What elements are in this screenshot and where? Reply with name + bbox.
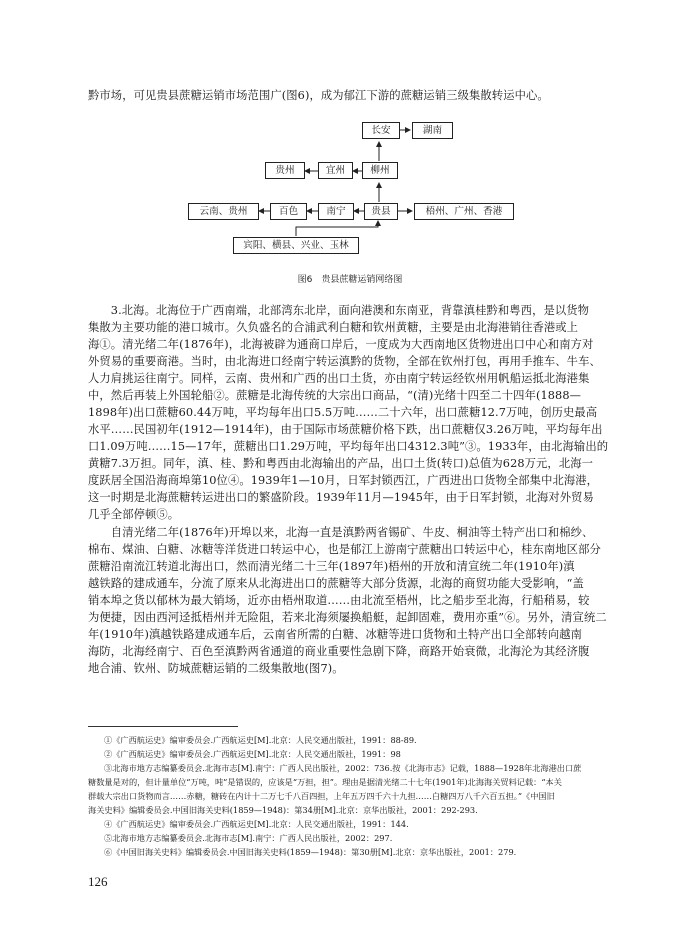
footnote: ⑤北海市地方志编纂委员会.北海市志[M].南宁：广西人民出版社，2002：297.	[104, 833, 393, 843]
node-yizhou: 宜州	[318, 162, 353, 179]
footnote: ②《广西航运史》编审委员会.广西航运史[M].北京：人民交通出版社，1991：98	[104, 749, 401, 759]
page-number: 126	[88, 874, 108, 889]
body-line: 自清光绪二年(1876年)开埠以来，北海一直是滇黔两省锡矿、牛皮、桐油等土特产出口和棉纱、	[88, 526, 594, 539]
body-line: 几乎全部停顿⑤。	[88, 508, 180, 521]
node-baise: 百色	[270, 203, 307, 220]
body-line: 这一时期是北海蔗糖转运进出口的繁盛阶段。1939年11月—1945年，由于日军封锁，北海对外贸易	[88, 491, 594, 504]
body-line: 人力肩挑运往南宁。同样，云南、贵州和广西的出口土货，亦由南宁转运经钦州用帆船运抵北海港集	[88, 372, 590, 385]
node-guixian: 贵县	[364, 203, 398, 220]
body-line: 越铁路的建成通车，分流了原来从北海进出口的蔗糖等大部分货源，北海的商贸功能大受影响，“盖	[88, 577, 584, 590]
body-line: 棉布、煤油、白糖、冰糖等洋货进口转运中心，也是郁江上游南宁蔗糖出口转运中心，桂东南地区部分	[88, 543, 601, 556]
node-changan: 长安	[362, 122, 400, 139]
body-line: 中，然后再装上外国轮船②。蔗糖是北海传统的大宗出口商品，“(清)光绪十四至二十四年(1888—	[88, 389, 582, 402]
body-line: 外贸易的重要商港。当时，由北海进口经南宁转运滇黔的货物，全部在钦州打包，再用手推车、牛车、	[88, 355, 601, 368]
node-yunnan-guizhou: 云南、贵州	[188, 203, 259, 220]
footnote-separator	[88, 726, 238, 727]
figure-caption: 图6 贵县蔗糖运销网络图	[297, 275, 403, 285]
footnote: ④《广西航运史》编审委员会.广西航运史[M].北京：人民交通出版社，1991：144.	[104, 819, 409, 829]
body-line: 销本埠之货以郁林为最大销场，近亦由梧州取道……由北流至梧州，比之船步至北海，行船稍易，较	[88, 594, 590, 607]
footnote: ①《广西航运史》编审委员会.广西航运史[M].北京：人民交通出版社，1991：88-89.	[104, 735, 417, 745]
node-nanning: 南宁	[318, 203, 354, 220]
footnote-cont: 海关史料》编辑委员会.中国旧海关史料(1859—1948)：第34册[M].北京：京华出版社，2001：292-293.	[88, 805, 478, 815]
body-line-top: 黔市场，可见贵县蔗糖运销市场范围广(图6)，成为郁江下游的蔗糖运销三级集散转运中心。	[88, 89, 549, 102]
body-line: 年(1910年)滇越铁路建成通车后，云南省所需的白糖、冰糖等进口货物和土特产出口全部转向越南	[88, 628, 583, 641]
body-line: 3.北海。北海位于广西南端，北部湾东北岸，面向港澳和东南亚，背靠滇桂黔和粤西，是以货物	[88, 304, 590, 317]
node-liuzhou: 柳州	[362, 162, 398, 179]
body-line: 口1.09万吨……15—17年，蔗糖出口1.29万吨，平均每年出口4312.3吨”③。1933年，由北海输出的	[88, 440, 609, 453]
body-line: 集散为主要功能的港口城市。久负盛名的合浦武利白糖和钦州黄糖，主要是由北海港销往香港或上	[88, 321, 579, 334]
body-line: 水平……民国初年(1912—1914年)，由于国际市场蔗糖价格下跌，出口蔗糖仅3.26万吨，平均每年出	[88, 423, 603, 436]
body-line: 1898年)出口蔗糖60.44万吨，平均每年出口5.5万吨……二十六年，出口蔗糖12.7万吨，创历史最高	[88, 406, 598, 419]
arrow-binyang-guixian	[296, 221, 378, 236]
node-binyang-hengxian-xingye-yulin: 宾阳、横县、兴业、玉林	[233, 237, 359, 254]
footnote-cont: 群载大宗出口货物而言……赤糖，糖砖在内计十二万七千八百四担，上年五万四千六十九担……白糖四万八千六百五担。”《中国旧	[88, 791, 555, 801]
body-line: 蔗糖沿南流江转道北海出口，然而清光绪二十三年(1897年)梧州的开放和清宣统二年(1910年)滇	[88, 560, 575, 573]
body-line: 海①。清光绪二年(1876年)，北海被辟为通商口岸后，一度成为大西南地区货物进出口中心和南方对	[88, 338, 594, 351]
body-line: 海防，北海经南宁、百色至滇黔两省通道的商业重要性急剧下降，商路开始衰微，北海沦为其经济腹	[88, 645, 590, 658]
body-line: 为便捷，因由西河迳抵梧州并无险阻，若来北海须屡换船艇，起卸固难，费用亦重”⑥。另外，清宣统二	[88, 611, 607, 624]
footnote: ⑥《中国旧海关史料》编辑委员会.中国旧海关史料(1859—1948)：第30册[M].北京：京华出版社，2001：279.	[104, 847, 517, 857]
body-line: 地合浦、钦州、防城蔗糖运销的二级集散地(图7)。	[88, 662, 344, 675]
node-wuzhou-guangzhou-hongkong: 梧州、广州、香港	[414, 203, 514, 220]
node-guizhou: 贵州	[265, 162, 305, 179]
footnote-cont: 糖数量是对的，但计量单位“万吨，吨”是错误的，应该是“万担，担”。理由是据清光绪二十七年(1901年)北海海关贸料记载：“本关	[88, 777, 562, 787]
node-hunan: 湖南	[412, 122, 453, 139]
footnote: ③北海市地方志编纂委员会.北海市志[M].南宁：广西人民出版社，2002：736.按《北海市志》记载，1888—1928年北海港出口蔗	[104, 763, 582, 773]
body-line: 黄糖7.3万担。同年，滇、桂、黔和粤西由北海输出的产品，出口土货(转口)总值为628万元，北海一	[88, 457, 594, 470]
body-line: 度跃居全国沿海商埠第10位④。1939年1—10月，日军封锁西江，广西进出口货物全部集中北海港，	[88, 474, 599, 487]
